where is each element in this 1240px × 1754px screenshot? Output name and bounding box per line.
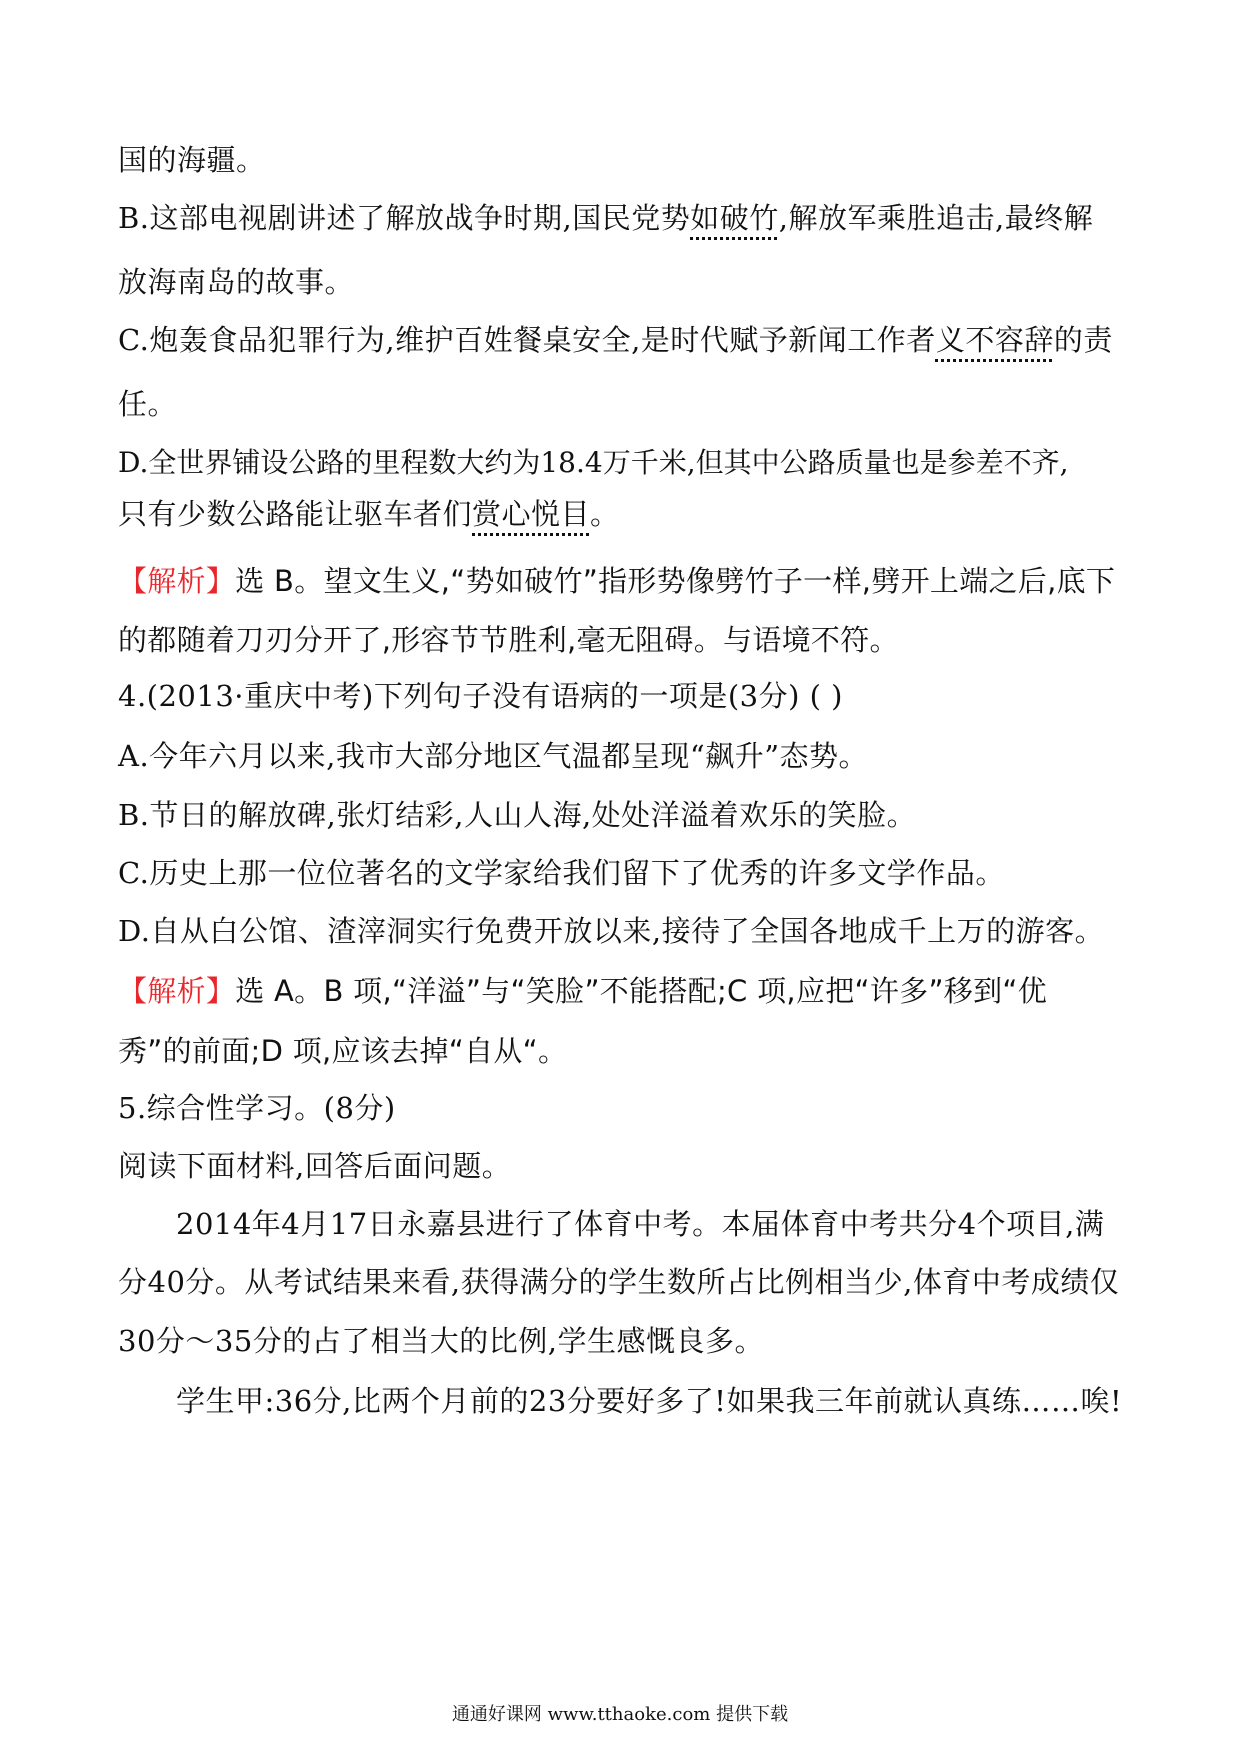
dotted-phrase: 如破竹	[690, 201, 779, 235]
text-line	[118, 384, 177, 424]
analysis-1-line-2	[118, 620, 899, 660]
analysis-2-line-1	[118, 971, 1047, 1011]
question-text: 4.(2013·重庆中考)下列句子没有语病的一项是(3分) ( )	[118, 679, 843, 713]
question-5-stem	[118, 1088, 396, 1128]
option-text: A.今年六月以来,我市大部分地区气温都呈现“飙升”态势。	[118, 739, 869, 773]
option-c-line	[118, 320, 1113, 360]
analysis-text: 的都随着刀刃分开了,形容节节胜利,毫无阻碍。与语境不符。	[118, 623, 899, 657]
option-d-line-cont	[118, 494, 620, 534]
instruction-text: 阅读下面材料,回答后面问题。	[118, 1149, 512, 1183]
text-line	[118, 140, 266, 180]
question-text: 5.综合性学习。(8分)	[118, 1091, 396, 1125]
quote-text: 学生甲:36分,比两个月前的23分要好多了!如果我三年前就认真练……唉!	[176, 1384, 1123, 1418]
question-4-stem	[118, 676, 843, 716]
material-paragraph-line-2	[118, 1262, 1119, 1302]
option-text: C.历史上那一位位著名的文学家给我们留下了优秀的许多文学作品。	[118, 856, 1005, 890]
analysis-tag: 【解析】	[118, 564, 236, 598]
dotted-phrase: 义不容辞	[935, 323, 1054, 357]
material-paragraph-line-1	[176, 1204, 1104, 1244]
material-text: 分40分。从考试结果来看,获得满分的学生数所占比例相当少,体育中考成绩仅	[118, 1265, 1120, 1299]
line-text: 只有少数公路能让驱车者们	[118, 497, 473, 531]
question-4-option-d	[118, 911, 1104, 951]
line-text: C.炮轰食品犯罪行为,维护百姓餐桌安全,是时代赋予新闻工作者	[118, 323, 936, 357]
question-4-option-b	[118, 795, 916, 835]
question-5-instruction	[118, 1146, 511, 1186]
line-text: B.这部电视剧讲述了解放战争时期,国民党势	[118, 201, 691, 235]
line-text: ,解放军乘胜追击,最终解	[778, 201, 1094, 235]
analysis-tag: 【解析】	[118, 974, 236, 1008]
analysis-text: 选 B。望文生义,“势如破竹”指形势像劈竹子一样,劈开上端之后,底下	[235, 564, 1116, 598]
analysis-1-line-1	[118, 561, 1115, 601]
line-text: 国的海疆。	[118, 143, 266, 177]
option-b-line	[118, 198, 1093, 238]
material-text: 2014年4月17日永嘉县进行了体育中考。本届体育中考共分4个项目,满	[176, 1207, 1105, 1241]
line-text: 放海南岛的故事。	[118, 265, 355, 299]
dotted-phrase: 赏心悦目	[472, 497, 591, 531]
option-d-line	[118, 443, 1069, 483]
text-line	[118, 262, 354, 302]
line-text: 的责	[1053, 323, 1113, 357]
analysis-text: 秀”的前面;D 项,应该去掉“自从“。	[118, 1034, 568, 1068]
analysis-2-line-2	[118, 1031, 567, 1071]
material-paragraph-line-3	[118, 1321, 764, 1361]
question-4-option-a	[118, 736, 868, 776]
question-4-option-c	[118, 853, 1005, 893]
page-footer	[0, 1702, 1240, 1728]
option-text: D.自从白公馆、渣滓洞实行免费开放以来,接待了全国各地成千上万的游客。	[118, 914, 1105, 948]
analysis-text: 选 A。B 项,“洋溢”与“笑脸”不能搭配;C 项,应把“许多”移到“优	[235, 974, 1048, 1008]
line-text: D.全世界铺设公路的里程数大约为18.4万千米,但其中公路质量也是参差不齐,	[118, 446, 1069, 479]
line-text: 任。	[118, 387, 178, 421]
footer-text: 通通好课网 www.tthaoke.com 提供下载	[451, 1704, 789, 1725]
option-text: B.节日的解放碑,张灯结彩,人山人海,处处洋溢着欢乐的笑脸。	[118, 798, 917, 832]
material-text: 30分～35分的占了相当大的比例,学生感慨良多。	[118, 1324, 765, 1358]
line-text: 。	[590, 497, 620, 531]
student-a-quote	[176, 1381, 1122, 1421]
